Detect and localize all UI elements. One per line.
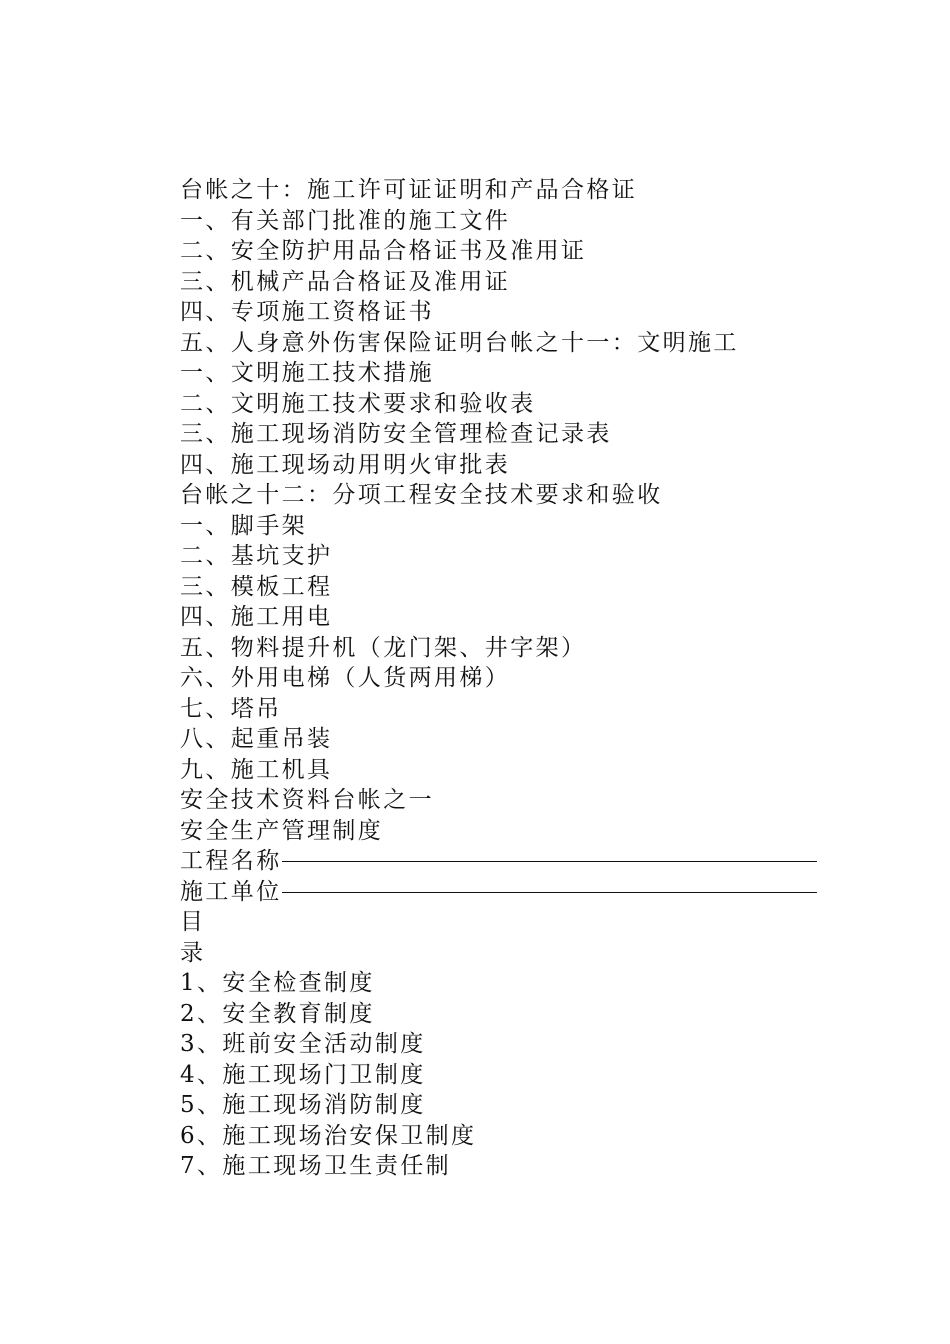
list-item: 五、物料提升机（龙门架、井字架） [180,634,587,661]
toc-heading-part-1: 目 [180,909,206,935]
project-name-label: 工程名称 [180,848,282,874]
list-item: 七、塔吊 [180,695,282,722]
toc-heading-part-2: 录 [180,939,206,966]
list-item: 二、文明施工技术要求和验收表 [180,390,536,417]
contractor-blank-line [282,892,817,893]
list-item: 一、有关部门批准的施工文件 [180,207,511,234]
list-item: 九、施工机具 [180,756,333,783]
heading-ledger-12: 台帐之十二：分项工程安全技术要求和验收 [180,482,663,508]
document-page [180,175,840,1182]
toc-item: 2、安全教育制度 [180,1000,375,1027]
toc-item: 7、施工现场卫生责任制 [180,1153,452,1179]
ledger-subtitle: 安全生产管理制度 [180,817,384,844]
list-item: 五、人身意外伤害保险证明台帐之十一：文明施工 [180,329,739,356]
contractor-field [180,877,840,908]
contractor-label: 施工单位 [180,878,282,905]
list-item: 二、基坑支护 [180,543,333,569]
ledger-title: 安全技术资料台帐之一 [180,787,434,813]
list-item: 六、外用电梯（人货两用梯） [180,665,511,691]
toc-item: 3、班前安全活动制度 [180,1031,426,1057]
heading-ledger-10: 台帐之十：施工许可证证明和产品合格证 [180,177,638,203]
list-item: 四、施工现场动用明火审批表 [180,451,511,478]
list-item: 三、机械产品合格证及准用证 [180,268,511,295]
toc-item: 4、施工现场门卫制度 [180,1061,426,1088]
list-item: 四、施工用电 [180,604,333,630]
toc-item: 1、安全检查制度 [180,970,375,996]
list-item: 三、模板工程 [180,573,333,600]
toc-item: 5、施工现场消防制度 [180,1092,426,1118]
list-item: 二、安全防护用品合格证书及准用证 [180,238,587,264]
list-item: 一、文明施工技术措施 [180,360,434,386]
list-item: 四、专项施工资格证书 [180,299,434,325]
list-item: 三、施工现场消防安全管理检查记录表 [180,421,612,447]
list-item: 八、起重吊装 [180,726,333,752]
project-name-blank-line [282,861,817,862]
toc-item: 6、施工现场治安保卫制度 [180,1122,477,1149]
project-name-field [180,846,840,877]
list-item: 一、脚手架 [180,512,307,539]
